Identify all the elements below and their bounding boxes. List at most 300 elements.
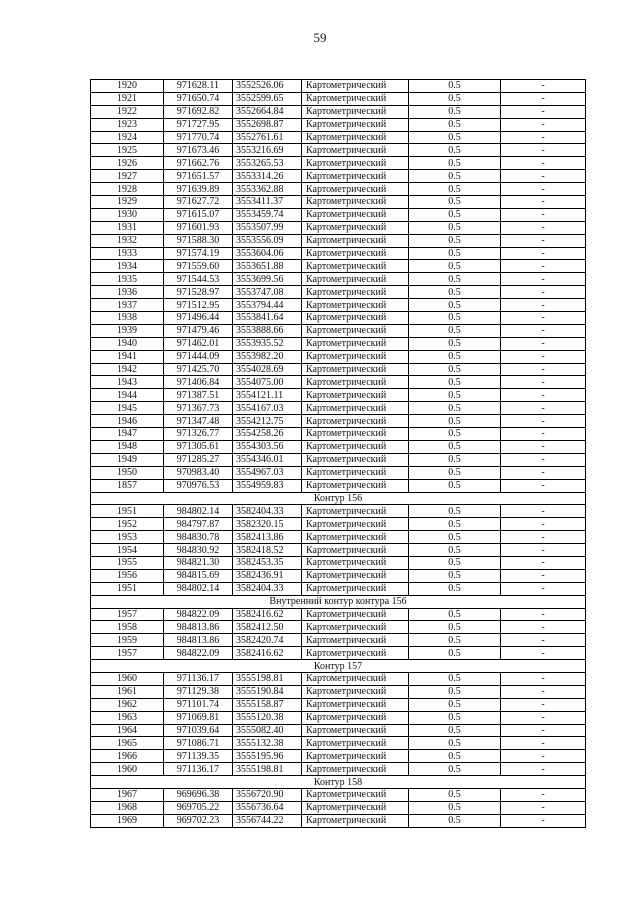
point-number-cell: 1964	[91, 724, 164, 737]
y-coordinate-cell: 3553935.52	[233, 337, 302, 350]
point-number-cell: 1950	[91, 466, 164, 479]
description-cell: -	[501, 750, 586, 763]
table-row	[91, 647, 586, 660]
table-row	[91, 711, 586, 724]
section-header-row	[91, 660, 586, 673]
x-coordinate-cell: 971727.95	[164, 118, 233, 131]
y-coordinate-cell: 3554212.75	[233, 415, 302, 428]
method-cell: Картометрический	[302, 415, 409, 428]
point-number-cell: 1954	[91, 544, 164, 557]
table-row	[91, 582, 586, 595]
accuracy-cell: 0.5	[409, 350, 501, 363]
method-cell: Картометрический	[302, 376, 409, 389]
point-number-cell: 1927	[91, 170, 164, 183]
description-cell: -	[501, 196, 586, 209]
method-cell: Картометрический	[302, 608, 409, 621]
description-cell: -	[501, 299, 586, 312]
x-coordinate-cell: 971615.07	[164, 208, 233, 221]
accuracy-cell: 0.5	[409, 763, 501, 776]
method-cell: Картометрический	[302, 80, 409, 93]
point-number-cell: 1922	[91, 105, 164, 118]
method-cell: Картометрический	[302, 724, 409, 737]
accuracy-cell: 0.5	[409, 415, 501, 428]
method-cell: Картометрический	[302, 544, 409, 557]
table-row	[91, 402, 586, 415]
y-coordinate-cell: 3582412.50	[233, 621, 302, 634]
x-coordinate-cell: 969696.38	[164, 788, 233, 801]
table-row	[91, 286, 586, 299]
description-cell: -	[501, 685, 586, 698]
table-row	[91, 466, 586, 479]
x-coordinate-cell: 984802.14	[164, 505, 233, 518]
accuracy-cell: 0.5	[409, 389, 501, 402]
description-cell: -	[501, 518, 586, 531]
y-coordinate-cell: 3553794.44	[233, 299, 302, 312]
table-row	[91, 763, 586, 776]
table-row	[91, 299, 586, 312]
method-cell: Картометрический	[302, 814, 409, 827]
y-coordinate-cell: 3582404.33	[233, 582, 302, 595]
method-cell: Картометрический	[302, 312, 409, 325]
description-cell: -	[501, 801, 586, 814]
accuracy-cell: 0.5	[409, 196, 501, 209]
accuracy-cell: 0.5	[409, 286, 501, 299]
x-coordinate-cell: 984797.87	[164, 518, 233, 531]
description-cell: -	[501, 621, 586, 634]
description-cell: -	[501, 531, 586, 544]
point-number-cell: 1968	[91, 801, 164, 814]
accuracy-cell: 0.5	[409, 788, 501, 801]
point-number-cell: 1921	[91, 92, 164, 105]
y-coordinate-cell: 3553699.56	[233, 273, 302, 286]
accuracy-cell: 0.5	[409, 337, 501, 350]
y-coordinate-cell: 3553556.09	[233, 234, 302, 247]
accuracy-cell: 0.5	[409, 440, 501, 453]
y-coordinate-cell: 3553314.26	[233, 170, 302, 183]
y-coordinate-cell: 3554303.56	[233, 440, 302, 453]
description-cell: -	[501, 337, 586, 350]
accuracy-cell: 0.5	[409, 711, 501, 724]
point-number-cell: 1963	[91, 711, 164, 724]
description-cell: -	[501, 711, 586, 724]
x-coordinate-cell: 971285.27	[164, 453, 233, 466]
description-cell: -	[501, 350, 586, 363]
method-cell: Картометрический	[302, 105, 409, 118]
accuracy-cell: 0.5	[409, 518, 501, 531]
method-cell: Картометрический	[302, 363, 409, 376]
accuracy-cell: 0.5	[409, 647, 501, 660]
accuracy-cell: 0.5	[409, 234, 501, 247]
x-coordinate-cell: 971136.17	[164, 672, 233, 685]
point-number-cell: 1948	[91, 440, 164, 453]
point-number-cell: 1949	[91, 453, 164, 466]
y-coordinate-cell: 3553982.20	[233, 350, 302, 363]
point-number-cell: 1938	[91, 312, 164, 325]
table-row	[91, 608, 586, 621]
method-cell: Картометрический	[302, 737, 409, 750]
description-cell: -	[501, 80, 586, 93]
point-number-cell: 1959	[91, 634, 164, 647]
method-cell: Картометрический	[302, 788, 409, 801]
point-number-cell: 1940	[91, 337, 164, 350]
table-row	[91, 92, 586, 105]
description-cell: -	[501, 788, 586, 801]
description-cell: -	[501, 312, 586, 325]
y-coordinate-cell: 3582413.86	[233, 531, 302, 544]
coordinates-table	[90, 79, 586, 828]
method-cell: Картометрический	[302, 440, 409, 453]
x-coordinate-cell: 971627.72	[164, 196, 233, 209]
accuracy-cell: 0.5	[409, 569, 501, 582]
point-number-cell: 1955	[91, 556, 164, 569]
coordinates-table-body	[91, 80, 586, 828]
description-cell: -	[501, 415, 586, 428]
accuracy-cell: 0.5	[409, 685, 501, 698]
accuracy-cell: 0.5	[409, 479, 501, 492]
description-cell: -	[501, 544, 586, 557]
description-cell: -	[501, 763, 586, 776]
accuracy-cell: 0.5	[409, 312, 501, 325]
table-row	[91, 234, 586, 247]
description-cell: -	[501, 569, 586, 582]
section-header-row	[91, 776, 586, 789]
point-number-cell: 1947	[91, 428, 164, 441]
accuracy-cell: 0.5	[409, 273, 501, 286]
y-coordinate-cell: 3555190.84	[233, 685, 302, 698]
x-coordinate-cell: 971496.44	[164, 312, 233, 325]
method-cell: Картометрический	[302, 801, 409, 814]
point-number-cell: 1965	[91, 737, 164, 750]
description-cell: -	[501, 286, 586, 299]
y-coordinate-cell: 3553459.74	[233, 208, 302, 221]
y-coordinate-cell: 3556744.22	[233, 814, 302, 827]
point-number-cell: 1939	[91, 324, 164, 337]
method-cell: Картометрический	[302, 144, 409, 157]
point-number-cell: 1925	[91, 144, 164, 157]
y-coordinate-cell: 3582420.74	[233, 634, 302, 647]
y-coordinate-cell: 3554258.26	[233, 428, 302, 441]
method-cell: Картометрический	[302, 247, 409, 260]
method-cell: Картометрический	[302, 621, 409, 634]
y-coordinate-cell: 3556736.64	[233, 801, 302, 814]
table-row	[91, 183, 586, 196]
description-cell: -	[501, 814, 586, 827]
accuracy-cell: 0.5	[409, 634, 501, 647]
x-coordinate-cell: 984813.86	[164, 621, 233, 634]
method-cell: Картометрический	[302, 505, 409, 518]
description-cell: -	[501, 363, 586, 376]
accuracy-cell: 0.5	[409, 402, 501, 415]
accuracy-cell: 0.5	[409, 157, 501, 170]
y-coordinate-cell: 3554346.01	[233, 453, 302, 466]
description-cell: -	[501, 428, 586, 441]
x-coordinate-cell: 971129.38	[164, 685, 233, 698]
x-coordinate-cell: 984830.78	[164, 531, 233, 544]
method-cell: Картометрический	[302, 118, 409, 131]
table-row	[91, 453, 586, 466]
x-coordinate-cell: 971086.71	[164, 737, 233, 750]
x-coordinate-cell: 971039.64	[164, 724, 233, 737]
table-row	[91, 144, 586, 157]
method-cell: Картометрический	[302, 763, 409, 776]
accuracy-cell: 0.5	[409, 531, 501, 544]
accuracy-cell: 0.5	[409, 505, 501, 518]
table-row	[91, 208, 586, 221]
x-coordinate-cell: 971650.74	[164, 92, 233, 105]
description-cell: -	[501, 221, 586, 234]
y-coordinate-cell: 3554028.69	[233, 363, 302, 376]
x-coordinate-cell: 971639.89	[164, 183, 233, 196]
table-row	[91, 196, 586, 209]
method-cell: Картометрический	[302, 453, 409, 466]
point-number-cell: 1934	[91, 260, 164, 273]
point-number-cell: 1935	[91, 273, 164, 286]
y-coordinate-cell: 3555158.87	[233, 698, 302, 711]
point-number-cell: 1929	[91, 196, 164, 209]
table-row	[91, 131, 586, 144]
method-cell: Картометрический	[302, 466, 409, 479]
y-coordinate-cell: 3553747.08	[233, 286, 302, 299]
table-row	[91, 363, 586, 376]
y-coordinate-cell: 3552698.87	[233, 118, 302, 131]
x-coordinate-cell: 970983.40	[164, 466, 233, 479]
y-coordinate-cell: 3582320.15	[233, 518, 302, 531]
y-coordinate-cell: 3553507.99	[233, 221, 302, 234]
method-cell: Картометрический	[302, 350, 409, 363]
x-coordinate-cell: 971770.74	[164, 131, 233, 144]
table-row	[91, 569, 586, 582]
section-title: Контур 156	[91, 492, 586, 505]
x-coordinate-cell: 984822.09	[164, 647, 233, 660]
accuracy-cell: 0.5	[409, 724, 501, 737]
description-cell: -	[501, 208, 586, 221]
point-number-cell: 1926	[91, 157, 164, 170]
accuracy-cell: 0.5	[409, 428, 501, 441]
description-cell: -	[501, 144, 586, 157]
accuracy-cell: 0.5	[409, 221, 501, 234]
section-title: Контур 157	[91, 660, 586, 673]
table-row	[91, 350, 586, 363]
method-cell: Картометрический	[302, 183, 409, 196]
description-cell: -	[501, 247, 586, 260]
description-cell: -	[501, 324, 586, 337]
method-cell: Картометрический	[302, 286, 409, 299]
description-cell: -	[501, 183, 586, 196]
accuracy-cell: 0.5	[409, 698, 501, 711]
table-row	[91, 685, 586, 698]
x-coordinate-cell: 984802.14	[164, 582, 233, 595]
x-coordinate-cell: 971444.09	[164, 350, 233, 363]
accuracy-cell: 0.5	[409, 183, 501, 196]
point-number-cell: 1920	[91, 80, 164, 93]
point-number-cell: 1957	[91, 608, 164, 621]
point-number-cell: 1936	[91, 286, 164, 299]
accuracy-cell: 0.5	[409, 453, 501, 466]
section-title: Контур 158	[91, 776, 586, 789]
description-cell: -	[501, 582, 586, 595]
method-cell: Картометрический	[302, 518, 409, 531]
y-coordinate-cell: 3554959.83	[233, 479, 302, 492]
x-coordinate-cell: 969702.23	[164, 814, 233, 827]
method-cell: Картометрический	[302, 157, 409, 170]
table-row	[91, 247, 586, 260]
point-number-cell: 1944	[91, 389, 164, 402]
method-cell: Картометрический	[302, 92, 409, 105]
description-cell: -	[501, 479, 586, 492]
point-number-cell: 1941	[91, 350, 164, 363]
table-row	[91, 415, 586, 428]
table-row	[91, 479, 586, 492]
accuracy-cell: 0.5	[409, 92, 501, 105]
table-row	[91, 737, 586, 750]
x-coordinate-cell: 971574.19	[164, 247, 233, 260]
x-coordinate-cell: 971387.51	[164, 389, 233, 402]
x-coordinate-cell: 971139.35	[164, 750, 233, 763]
method-cell: Картометрический	[302, 299, 409, 312]
point-number-cell: 1956	[91, 569, 164, 582]
accuracy-cell: 0.5	[409, 672, 501, 685]
x-coordinate-cell: 971326.77	[164, 428, 233, 441]
method-cell: Картометрический	[302, 711, 409, 724]
y-coordinate-cell: 3555198.81	[233, 672, 302, 685]
method-cell: Картометрический	[302, 582, 409, 595]
method-cell: Картометрический	[302, 131, 409, 144]
description-cell: -	[501, 647, 586, 660]
x-coordinate-cell: 984830.92	[164, 544, 233, 557]
accuracy-cell: 0.5	[409, 737, 501, 750]
table-row	[91, 672, 586, 685]
x-coordinate-cell: 971101.74	[164, 698, 233, 711]
table-row	[91, 273, 586, 286]
y-coordinate-cell: 3553411.37	[233, 196, 302, 209]
method-cell: Картометрический	[302, 273, 409, 286]
x-coordinate-cell: 971544.53	[164, 273, 233, 286]
accuracy-cell: 0.5	[409, 105, 501, 118]
y-coordinate-cell: 3582453.35	[233, 556, 302, 569]
table-row	[91, 518, 586, 531]
description-cell: -	[501, 440, 586, 453]
point-number-cell: 1960	[91, 763, 164, 776]
y-coordinate-cell: 3553265.53	[233, 157, 302, 170]
description-cell: -	[501, 466, 586, 479]
x-coordinate-cell: 984813.86	[164, 634, 233, 647]
y-coordinate-cell: 3553888.66	[233, 324, 302, 337]
accuracy-cell: 0.5	[409, 750, 501, 763]
method-cell: Картометрический	[302, 324, 409, 337]
point-number-cell: 1945	[91, 402, 164, 415]
y-coordinate-cell: 3553362.88	[233, 183, 302, 196]
table-row	[91, 544, 586, 557]
point-number-cell: 1951	[91, 505, 164, 518]
accuracy-cell: 0.5	[409, 131, 501, 144]
y-coordinate-cell: 3554121.11	[233, 389, 302, 402]
point-number-cell: 1966	[91, 750, 164, 763]
description-cell: -	[501, 608, 586, 621]
method-cell: Картометрический	[302, 479, 409, 492]
accuracy-cell: 0.5	[409, 466, 501, 479]
point-number-cell: 1937	[91, 299, 164, 312]
table-row	[91, 428, 586, 441]
description-cell: -	[501, 672, 586, 685]
table-row	[91, 337, 586, 350]
description-cell: -	[501, 698, 586, 711]
x-coordinate-cell: 971367.73	[164, 402, 233, 415]
y-coordinate-cell: 3554167.03	[233, 402, 302, 415]
y-coordinate-cell: 3553604.06	[233, 247, 302, 260]
description-cell: -	[501, 634, 586, 647]
table-row	[91, 389, 586, 402]
point-number-cell: 1953	[91, 531, 164, 544]
table-row	[91, 505, 586, 518]
x-coordinate-cell: 984822.09	[164, 608, 233, 621]
accuracy-cell: 0.5	[409, 260, 501, 273]
accuracy-cell: 0.5	[409, 324, 501, 337]
table-row	[91, 621, 586, 634]
table-row	[91, 634, 586, 647]
point-number-cell: 1957	[91, 647, 164, 660]
method-cell: Картометрический	[302, 170, 409, 183]
table-row	[91, 724, 586, 737]
point-number-cell: 1930	[91, 208, 164, 221]
page-number: 59	[313, 30, 327, 45]
point-number-cell: 1932	[91, 234, 164, 247]
y-coordinate-cell: 3552664.84	[233, 105, 302, 118]
accuracy-cell: 0.5	[409, 247, 501, 260]
accuracy-cell: 0.5	[409, 170, 501, 183]
x-coordinate-cell: 971588.30	[164, 234, 233, 247]
y-coordinate-cell: 3556720.90	[233, 788, 302, 801]
x-coordinate-cell: 970976.53	[164, 479, 233, 492]
x-coordinate-cell: 971628.11	[164, 80, 233, 93]
x-coordinate-cell: 971069.81	[164, 711, 233, 724]
method-cell: Картометрический	[302, 402, 409, 415]
point-number-cell: 1943	[91, 376, 164, 389]
point-number-cell: 1967	[91, 788, 164, 801]
accuracy-cell: 0.5	[409, 363, 501, 376]
point-number-cell: 1958	[91, 621, 164, 634]
y-coordinate-cell: 3553651.88	[233, 260, 302, 273]
point-number-cell: 1952	[91, 518, 164, 531]
x-coordinate-cell: 971136.17	[164, 763, 233, 776]
table-row	[91, 80, 586, 93]
x-coordinate-cell: 971662.76	[164, 157, 233, 170]
point-number-cell: 1951	[91, 582, 164, 595]
x-coordinate-cell: 971673.46	[164, 144, 233, 157]
method-cell: Картометрический	[302, 685, 409, 698]
description-cell: -	[501, 402, 586, 415]
accuracy-cell: 0.5	[409, 376, 501, 389]
method-cell: Картометрический	[302, 698, 409, 711]
accuracy-cell: 0.5	[409, 621, 501, 634]
table-row	[91, 801, 586, 814]
description-cell: -	[501, 92, 586, 105]
table-row	[91, 170, 586, 183]
y-coordinate-cell: 3582404.33	[233, 505, 302, 518]
method-cell: Картометрический	[302, 569, 409, 582]
description-cell: -	[501, 118, 586, 131]
y-coordinate-cell: 3554967.03	[233, 466, 302, 479]
y-coordinate-cell: 3553841.64	[233, 312, 302, 325]
accuracy-cell: 0.5	[409, 582, 501, 595]
point-number-cell: 1857	[91, 479, 164, 492]
x-coordinate-cell: 984815.69	[164, 569, 233, 582]
accuracy-cell: 0.5	[409, 814, 501, 827]
x-coordinate-cell: 971692.82	[164, 105, 233, 118]
section-header-row	[91, 595, 586, 608]
method-cell: Картометрический	[302, 389, 409, 402]
point-number-cell: 1923	[91, 118, 164, 131]
method-cell: Картометрический	[302, 196, 409, 209]
